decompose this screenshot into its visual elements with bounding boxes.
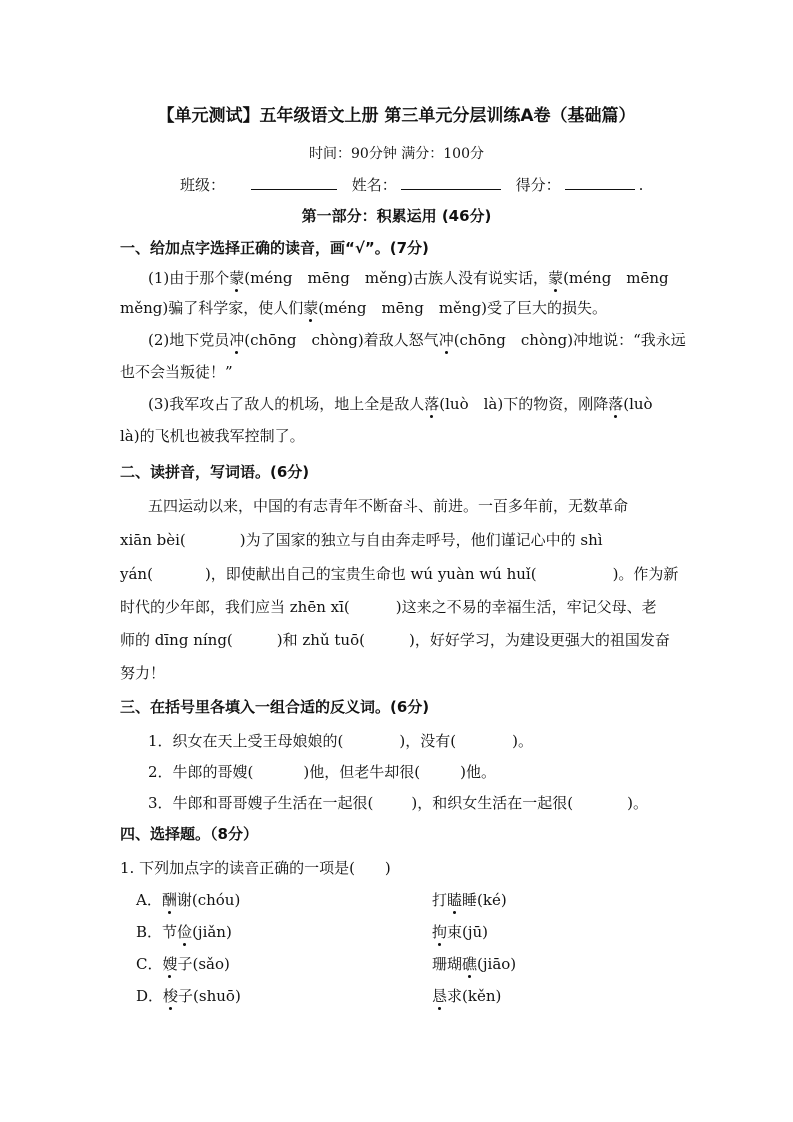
q2-text: )为了国家的独立与自由奔走呼号，他们谨记心中的 shì	[239, 531, 603, 549]
option-letter: B．	[136, 923, 163, 941]
q1-s1-text[interactable]: měng)骗了科学家，使人们	[120, 299, 304, 317]
q1-s2-pinyin[interactable]: (chōng chòng)着敌人怒气	[244, 331, 439, 349]
q3-text: 2．牛郎的哥嫂(	[148, 763, 254, 781]
option-a-word2	[432, 890, 507, 910]
q1-s2-text: (2)地下党员	[148, 331, 230, 349]
q2-text: 时代的少年郎，我们应当 zhēn xī(	[120, 598, 350, 616]
q1-s1-line2	[120, 298, 607, 318]
student-info-row	[180, 175, 643, 195]
option-word: 打	[432, 891, 448, 909]
q3-text: 1．织女在天上受王母娘娘的(	[148, 732, 344, 750]
q3-item-1	[148, 731, 533, 751]
q2-line1: 五四运动以来，中国的有志青年不断奋斗、前进。一百多年前，无数革命	[148, 497, 629, 515]
dotted-char: 冲	[229, 331, 245, 349]
q2-text: )，即使献出自己的宝贵生命也 wú yuàn wú huǐ(	[204, 565, 537, 583]
option-word: 子(sǎo)	[177, 955, 230, 973]
q3-text: )，没有(	[399, 732, 457, 750]
q4-item-1: 1. 下列加点字的读音正确的一项是( )	[120, 859, 391, 877]
q1-s3-line1	[148, 394, 653, 414]
option-word: 谢(chóu)	[176, 891, 241, 909]
q1-s1-pinyin[interactable]: (méng mēng měng)古族人没有说实话，	[244, 269, 549, 287]
q3-text: )他。	[460, 763, 496, 781]
dotted-char: 嫂	[162, 955, 178, 973]
class-field[interactable]	[251, 175, 337, 190]
option-c-word2	[432, 954, 516, 974]
q1-s2-line2: 也不会当叛徒！”	[120, 363, 233, 381]
q2-line5	[120, 630, 670, 650]
dotted-char: 蒙	[548, 269, 564, 287]
q3-text: )。	[627, 794, 648, 812]
q1-s2-line1	[148, 330, 686, 350]
option-word: 子(shuō)	[178, 987, 241, 1005]
part1-heading: 第一部分：积累运用 (46分)	[301, 207, 492, 225]
q1-heading: 一、给加点字选择正确的读音，画“√”。(7分)	[120, 239, 429, 257]
q1-s3-line2[interactable]: là)的飞机也被我军控制了。	[120, 427, 305, 445]
option-word: (jiǎn)	[192, 923, 232, 941]
q4-heading: 四、选择题。（8分）	[120, 825, 258, 843]
option-word: 节	[162, 923, 178, 941]
q3-text: 3．牛郎和哥哥嫂子生活在一起很(	[148, 794, 374, 812]
class-label: 班级：	[180, 176, 226, 194]
q2-text: yán(	[120, 565, 153, 583]
dotted-char: 酬	[161, 891, 177, 909]
q1-s1-line1	[148, 268, 669, 288]
q2-line3	[120, 564, 678, 584]
info-end: .	[638, 176, 644, 194]
dotted-char: 冲	[438, 331, 454, 349]
dotted-char: 落	[608, 395, 624, 413]
option-word: 束(jū)	[447, 923, 489, 941]
option-d[interactable]	[136, 986, 241, 1006]
dotted-char: 梭	[163, 987, 179, 1005]
score-label: 得分：	[515, 176, 561, 194]
q3-heading: 三、在括号里各填入一组合适的反义词。(6分)	[120, 698, 430, 716]
dotted-char: 礁	[462, 955, 478, 973]
q3-text: )。	[512, 732, 533, 750]
q3-text: )，和织女生活在一起很(	[411, 794, 574, 812]
q1-s1-pinyin[interactable]: (méng mēng	[563, 269, 669, 287]
q1-s3-pinyin[interactable]: (luò là)下的物资，刚降	[439, 395, 609, 413]
option-word: 珊瑚	[432, 955, 463, 973]
q2-heading: 二、读拼音，写词语。(6分)	[120, 463, 310, 481]
dotted-char: 恳	[432, 987, 448, 1005]
name-field[interactable]	[401, 175, 501, 190]
option-letter: A．	[136, 891, 162, 909]
score-field[interactable]	[565, 175, 635, 190]
exam-info: 时间：90分钟 满分：100分	[309, 146, 484, 162]
option-a[interactable]	[136, 890, 240, 910]
q2-text: )这来之不易的幸福生活，牢记父母、老	[395, 598, 657, 616]
q3-text: )他，但老牛却很(	[303, 763, 421, 781]
q2-line4	[120, 597, 657, 617]
q1-s1-text: (1)由于那个	[148, 269, 230, 287]
q2-line6: 努力！	[120, 664, 166, 682]
option-word: 睡(ké)	[462, 891, 507, 909]
option-letter: C．	[136, 955, 163, 973]
dotted-char: 落	[424, 395, 440, 413]
dotted-char: 蒙	[303, 299, 319, 317]
q3-item-2	[148, 762, 496, 782]
option-b[interactable]	[136, 922, 232, 942]
option-b-word2	[432, 922, 488, 942]
dotted-char: 俭	[177, 923, 193, 941]
option-word: 求(kěn)	[447, 987, 502, 1005]
option-d-word2	[432, 986, 501, 1006]
dotted-char: 瞌	[447, 891, 463, 909]
dotted-char: 蒙	[229, 269, 245, 287]
q2-text: )，好好学习，为建设更强大的祖国发奋	[408, 631, 670, 649]
q2-text: )和 zhǔ tuō(	[276, 631, 365, 649]
q1-s3-pinyin[interactable]: (luò	[623, 395, 653, 413]
q2-line2	[120, 530, 603, 550]
q1-s2-pinyin[interactable]: (chōng chòng)冲地说：“我永远	[453, 331, 686, 349]
q3-item-3	[148, 793, 648, 813]
q2-text: xiān bèi(	[120, 531, 186, 549]
q2-text: 师的 dīng níng(	[120, 631, 233, 649]
dotted-char: 拘	[432, 923, 448, 941]
option-letter: D．	[136, 987, 164, 1005]
q1-s1-pinyin[interactable]: (méng mēng měng)受了巨大的损失。	[318, 299, 608, 317]
q1-s3-text: (3)我军攻占了敌人的机场，地上全是敌人	[148, 395, 425, 413]
name-label: 姓名：	[351, 176, 397, 194]
option-word: (jiāo)	[477, 955, 517, 973]
option-c[interactable]	[136, 954, 230, 974]
q2-text: )。作为新	[612, 565, 679, 583]
page-title: 【单元测试】五年级语文上册 第三单元分层训练A卷（基础篇）	[157, 106, 636, 126]
